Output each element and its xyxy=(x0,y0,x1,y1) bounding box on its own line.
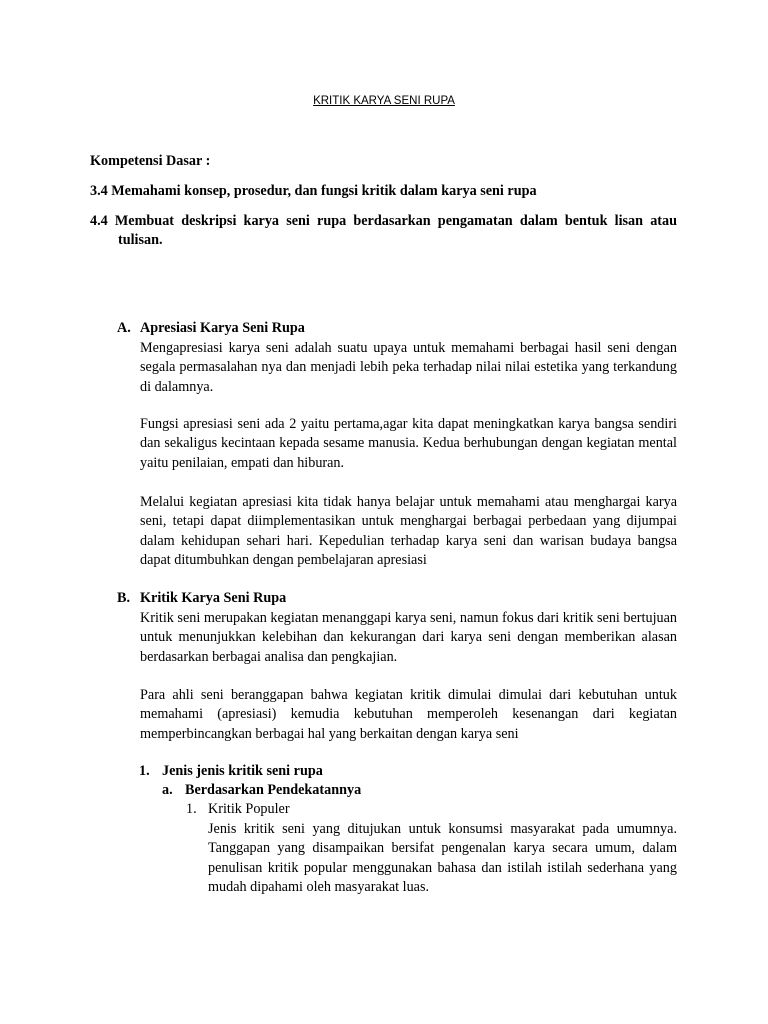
list-1-heading: Jenis jenis kritik seni rupa xyxy=(162,763,323,779)
section-a-heading: Apresiasi Karya Seni Rupa xyxy=(140,320,305,336)
section-b-marker: B. xyxy=(117,590,131,606)
section-a-paragraph-3: Melalui kegiatan apresiasi kita tidak hanya belajar untuk memahami atau menghargai karya seni, tetapi dapat diimplementasikan untuk menghargai berbagai perbedaan yang dijumpai dalam kehidupan sehari hari. Kepedulian terhadap karya seni dan warisan budaya bangsa dapat ditumbuhkan dengan pembelajaran apresiasi xyxy=(140,494,677,569)
list-1a1-heading: Kritik Populer xyxy=(208,801,290,817)
kompetensi-kd2-line1: 4.4 Membuat deskripsi karya seni rupa berdasarkan pengamatan dalam bentuk lisan atau xyxy=(90,213,677,229)
section-a-paragraph-1: Mengapresiasi karya seni adalah suatu upaya untuk memahami berbagai hasil seni dengan segala permasalahan nya dan menjadi lebih peka terhadap nilai nilai estetika yang terkandung di dalamnya. xyxy=(140,340,677,395)
list-1a1-marker: 1. xyxy=(186,801,197,817)
section-b-heading: Kritik Karya Seni Rupa xyxy=(140,590,287,606)
list-1-marker: 1. xyxy=(139,763,150,779)
section-a-paragraph-2: Fungsi apresiasi seni ada 2 yaitu pertama,agar kita dapat meningkatkan karya bangsa sendiri dan sekaligus kecintaan kepada sesame manusia. Kedua berhubungan dengan kegiatan mental yaitu penilaian, empati dan hiburan. xyxy=(140,416,677,471)
kompetensi-kd2-line2: tulisan. xyxy=(118,232,163,248)
section-b-paragraph-1: Kritik seni merupakan kegiatan menanggapi karya seni, namun fokus dari kritik seni bertujuan untuk menunjukkan kelebihan dan kekurangan dari karya seni dengan memberikan alasan berdasarkan berbagai analisa dan pengkajian. xyxy=(140,610,677,665)
kompetensi-heading: Kompetensi Dasar : xyxy=(90,153,211,169)
section-a-marker: A. xyxy=(117,320,131,336)
kompetensi-kd1: 3.4 Memahami konsep, prosedur, dan fungsi kritik dalam karya seni rupa xyxy=(90,183,537,199)
document-title: KRITIK KARYA SENI RUPA xyxy=(313,95,455,107)
list-1a1-text: Jenis kritik seni yang ditujukan untuk konsumsi masyarakat pada umumnya. Tanggapan yang disampaikan bersifat pengenalan karya secara umum, dalam penulisan kritik popular menggunakan bahasa dan istilah istilah sederhana yang mudah dipahami oleh masyarakat luas. xyxy=(208,821,677,896)
list-1a-marker: a. xyxy=(162,782,173,798)
list-1a-heading: Berdasarkan Pendekatannya xyxy=(185,782,362,798)
section-b-paragraph-2: Para ahli seni beranggapan bahwa kegiatan kritik dimulai dimulai dari kebutuhan untuk memahami (apresiasi) kemudia kebutuhan memperoleh kesenangan dari kegiatan memperbincangkan berbagai hal yang berkaitan dengan karya seni xyxy=(140,687,677,742)
